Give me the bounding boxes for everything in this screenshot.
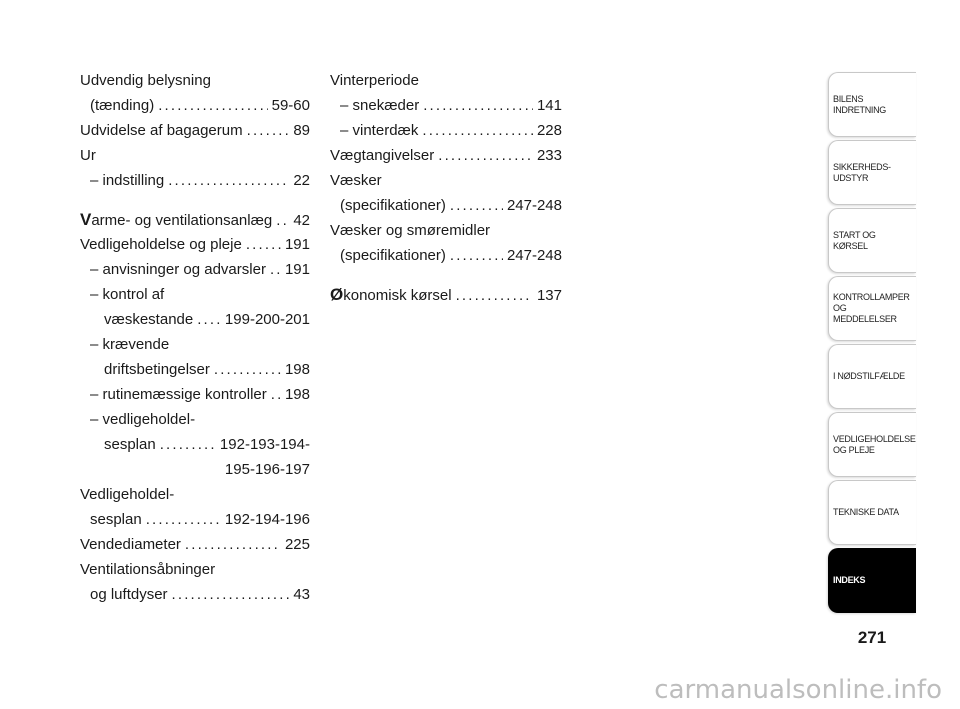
- dot-leader: [197, 307, 221, 332]
- index-entry: [80, 332, 310, 357]
- index-entry-label: [90, 507, 142, 532]
- index-entry-text: konomisk kørsel: [343, 287, 452, 304]
- index-entry-text: – kontrol af: [90, 286, 165, 303]
- index-entry-label: [80, 68, 211, 93]
- index-entry-page: 195-196-197: [224, 461, 310, 478]
- dot-leader: [214, 357, 281, 382]
- index-entry-page: 198: [284, 361, 310, 378]
- section-gap: [80, 193, 310, 207]
- index-entry-label: [80, 143, 96, 168]
- index-entry-page: 247-248: [506, 197, 562, 214]
- dot-leader: [456, 283, 533, 308]
- index-entry-label: [104, 357, 210, 382]
- index-entry: [330, 218, 562, 243]
- index-entry-text: – vinterdæk: [340, 122, 419, 139]
- index-entry-page: 247-248: [506, 247, 562, 264]
- index-entry-page: 199-200-201: [224, 311, 310, 328]
- index-entry-text: – anvisninger og advarsler: [90, 261, 266, 278]
- index-entry-label: [104, 307, 193, 332]
- index-entry-label: [80, 232, 242, 257]
- index-entry-text: væskestande: [104, 311, 194, 328]
- dot-leader: [185, 532, 281, 557]
- index-entry-page: 22: [293, 172, 310, 189]
- index-entry-text: arme- og ventilationsanlæg: [91, 212, 273, 229]
- index-entry-text: Udvendig belysning: [80, 72, 211, 89]
- index-entry: [80, 432, 310, 457]
- index-entry: [330, 282, 562, 307]
- index-entry: [80, 143, 310, 168]
- tab-kontrollamper-og-meddelelser[interactable]: [828, 276, 916, 341]
- index-entry: [80, 282, 310, 307]
- index-column-right: [330, 68, 562, 307]
- tab-label: I NØDSTILFÆLDE: [833, 371, 905, 381]
- index-entry: [80, 582, 310, 607]
- tab-label: BILENS INDRETNING: [833, 93, 886, 115]
- tab-label: KONTROLLAMPER OG MEDDELELSER: [833, 292, 910, 324]
- index-entry: [80, 532, 310, 557]
- index-entry: [330, 243, 562, 268]
- watermark: carmanualsonline.info: [654, 675, 942, 705]
- index-entry-label: [340, 118, 418, 143]
- index-entry-text: og luftdyser: [90, 586, 168, 603]
- index-entry-page: 89: [293, 122, 310, 139]
- index-entry: [80, 207, 310, 232]
- tab-label: SIKKERHEDS- UDSTYR: [833, 161, 891, 183]
- tab-tekniske-data[interactable]: [828, 480, 916, 545]
- index-entry: [80, 357, 310, 382]
- index-entry-label: [104, 432, 156, 457]
- dot-leader: [450, 193, 503, 218]
- tab-indeks[interactable]: [828, 548, 916, 613]
- section-initial: Ø: [330, 285, 344, 304]
- dot-leader: [160, 432, 216, 457]
- index-entry: [80, 118, 310, 143]
- index-entry: [80, 68, 310, 93]
- index-entry-page: 198: [284, 386, 310, 403]
- tab-label: START OG KØRSEL: [833, 229, 876, 251]
- index-entry: [80, 93, 310, 118]
- index-entry-page: 191: [284, 236, 310, 253]
- dot-leader: [146, 507, 221, 532]
- index-entry-label: [90, 282, 164, 307]
- index-entry: [80, 407, 310, 432]
- page-number: 271: [857, 628, 887, 647]
- index-entry-label: [80, 557, 215, 582]
- index-column-left: [80, 68, 310, 607]
- index-entry-text: driftsbetingelser: [104, 361, 210, 378]
- tab-vedligeholdelse-og-pleje[interactable]: [828, 412, 916, 477]
- index-entry-text: Vinterperiode: [330, 72, 419, 89]
- tab-i-nødstilfælde[interactable]: [828, 344, 916, 409]
- index-entry: [330, 118, 562, 143]
- index-entry: [80, 307, 310, 332]
- tab-label: INDEKS: [833, 575, 866, 585]
- index-entry: [330, 168, 562, 193]
- index-entry: [80, 457, 310, 482]
- tab-sikkerheds-udstyr[interactable]: [828, 140, 916, 205]
- index-entry-label: [90, 407, 195, 432]
- tab-start-og-kørsel[interactable]: [828, 208, 916, 273]
- index-entry-label: [90, 93, 154, 118]
- index-entry-label: [330, 68, 419, 93]
- dot-leader: [271, 382, 281, 407]
- index-entry: [80, 507, 310, 532]
- index-entry-label: [330, 218, 490, 243]
- index-entry-label: [340, 93, 419, 118]
- dot-leader: [438, 143, 533, 168]
- index-entry-text: Ur: [80, 147, 96, 164]
- section-initial: V: [80, 210, 92, 229]
- index-entry-page: 141: [536, 97, 562, 114]
- index-entry: [80, 168, 310, 193]
- section-gap: [330, 268, 562, 282]
- index-entry: [80, 382, 310, 407]
- index-entry: [330, 193, 562, 218]
- index-entry-page: 43: [293, 586, 310, 603]
- index-entry-label: [90, 332, 169, 357]
- index-entry-label: [340, 193, 446, 218]
- index-entry-label: [80, 532, 181, 557]
- index-entry-text: Vedligeholdelse og pleje: [80, 236, 242, 253]
- dot-leader: [450, 243, 503, 268]
- index-entry-text: – vedligeholdel-: [90, 411, 196, 428]
- tab-bilens-indretning[interactable]: [828, 72, 916, 137]
- index-entry: [330, 93, 562, 118]
- dot-leader: [158, 93, 267, 118]
- index-entry: [80, 257, 310, 282]
- index-entry-text: Vendediameter: [80, 536, 181, 553]
- index-entry-page: 233: [536, 147, 562, 164]
- index-entry-page: 225: [284, 536, 310, 553]
- tab-label: VEDLIGEHOLDELSE OG PLEJE: [833, 433, 916, 455]
- index-entry-page: 42: [293, 212, 310, 229]
- index-entry-page: 192-193-194-: [219, 436, 310, 453]
- index-entry-text: (tænding): [90, 97, 155, 114]
- index-entry-page: 191: [284, 261, 310, 278]
- index-entry-label: [340, 243, 446, 268]
- index-entry-label: [90, 168, 164, 193]
- index-entry-label: [80, 207, 272, 233]
- index-entry-text: Udvidelse af bagagerum: [80, 122, 243, 139]
- dot-leader: [422, 118, 533, 143]
- index-entry-label: [330, 143, 434, 168]
- index-entry-page: 192-194-196: [224, 511, 310, 528]
- dot-leader: [246, 232, 281, 257]
- index-entry-text: – indstilling: [90, 172, 165, 189]
- index-entry-text: – rutinemæssige kontroller: [90, 386, 267, 403]
- dot-leader: [270, 257, 281, 282]
- index-entry-text: – snekæder: [340, 97, 420, 114]
- index-entry-label: [330, 282, 452, 308]
- index-entry-text: sesplan: [90, 511, 142, 528]
- index-entry-text: Vedligeholdel-: [80, 486, 175, 503]
- dot-leader: [172, 582, 290, 607]
- section-tabs: [828, 72, 916, 616]
- tab-label: TEKNISKE DATA: [833, 507, 899, 517]
- index-entry-text: Vægtangivelser: [330, 147, 435, 164]
- index-entry-text: sesplan: [104, 436, 156, 453]
- dot-leader: [168, 168, 289, 193]
- index-entry-text: Ventilationsåbninger: [80, 561, 216, 578]
- index-entry-page: 59-60: [271, 97, 310, 114]
- index-entry-text: Væsker og smøremidler: [330, 222, 491, 239]
- index-entry: [80, 482, 310, 507]
- index-entry-text: (specifikationer): [340, 247, 446, 264]
- dot-leader: [423, 93, 533, 118]
- index-entry: [80, 557, 310, 582]
- index-entry-text: (specifikationer): [340, 197, 446, 214]
- dot-leader: [247, 118, 290, 143]
- index-entry-page: 228: [536, 122, 562, 139]
- index-entry-label: [90, 382, 267, 407]
- index-entry-label: [80, 482, 174, 507]
- index-entry-label: [80, 118, 243, 143]
- index-entry-label: [90, 257, 266, 282]
- index-entry-text: Væsker: [330, 172, 382, 189]
- index-entry: [80, 232, 310, 257]
- index-entry-text: – krævende: [90, 336, 170, 353]
- index-entry-page: 137: [536, 287, 562, 304]
- index-entry: [330, 143, 562, 168]
- dot-leader: [276, 208, 289, 233]
- index-entry-label: [90, 582, 168, 607]
- index-entry: [330, 68, 562, 93]
- index-entry-label: [330, 168, 382, 193]
